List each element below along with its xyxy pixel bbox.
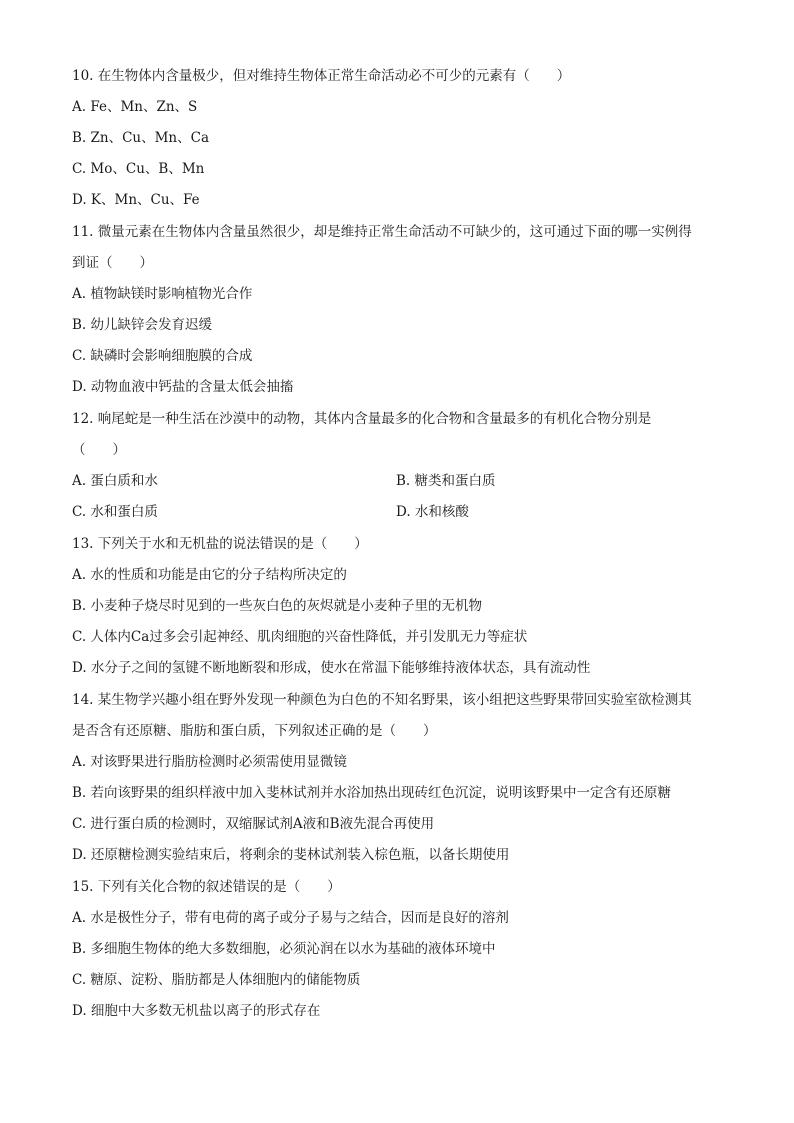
question-14-option-d: D. 还原糖检测实验结束后，将剩余的斐林试剂装入棕色瓶，以备长期使用: [72, 847, 510, 863]
question-15-option-a: A. 水是极性分子，带有电荷的离子或分子易与之结合，因而是良好的溶剂: [72, 910, 509, 926]
question-10-option-d: D. K、Mn、Cu、Fe: [72, 192, 200, 208]
question-11-option-d: D. 动物血液中钙盐的含量太低会抽搐: [72, 379, 294, 395]
question-11-stem-line-2: 到证（ ）: [72, 255, 153, 271]
question-13-option-b: B. 小麦种子烧尽时见到的一些灰白色的灰烬就是小麦种子里的无机物: [72, 598, 483, 614]
question-12-option-c: C. 水和蛋白质: [72, 504, 158, 520]
question-13-option-c: C. 人体内Ca过多会引起神经、肌肉细胞的兴奋性降低，并引发肌无力等症状: [72, 629, 528, 645]
question-14-stem-line-2: 是否含有还原糖、脂肪和蛋白质，下列叙述正确的是（ ）: [72, 723, 437, 739]
question-12-stem-line-1: 12. 响尾蛇是一种生活在沙漠中的动物，其体内含量最多的化合物和含量最多的有机化合物分别是: [72, 411, 652, 427]
question-11-option-c: C. 缺磷时会影响细胞膜的合成: [72, 348, 253, 364]
question-14-option-a: A. 对该野果进行脂肪检测时必须需使用显微镜: [72, 754, 347, 770]
question-12-option-b: B. 糖类和蛋白质: [396, 473, 496, 489]
question-12-option-a: A. 蛋白质和水: [72, 473, 158, 489]
question-15-option-b: B. 多细胞生物体的绝大多数细胞，必须沁润在以水为基础的液体环境中: [72, 941, 496, 957]
question-15-option-d: D. 细胞中大多数无机盐以离子的形式存在: [72, 1003, 321, 1019]
question-12-stem-line-2: （ ）: [72, 442, 126, 458]
question-13-option-d: D. 水分子之间的氢键不断地断裂和形成，使水在常温下能够维持液体状态，具有流动性: [72, 660, 591, 676]
question-10-option-c: C. Mo、Cu、B、Mn: [72, 161, 205, 177]
question-14-option-c: C. 进行蛋白质的检测时，双缩脲试剂A液和B液先混合再使用: [72, 816, 435, 832]
question-14-stem-line-1: 14. 某生物学兴趣小组在野外发现一种颜色为白色的不知名野果，该小组把这些野果带回实验室欲检测其: [72, 692, 692, 708]
question-10-stem: 10. 在生物体内含量极少，但对维持生物体正常生命活动必不可少的元素有（ ）: [72, 68, 571, 84]
question-13-option-a: A. 水的性质和功能是由它的分子结构所决定的: [72, 567, 347, 583]
question-15-option-c: C. 糖原、淀粉、脂肪都是人体细胞内的储能物质: [72, 972, 361, 988]
question-12-option-d: D. 水和核酸: [396, 504, 469, 520]
question-10-option-a: A. Fe、Mn、Zn、S: [72, 99, 198, 115]
question-10-option-b: B. Zn、Cu、Mn、Ca: [72, 130, 209, 146]
question-11-option-b: B. 幼儿缺锌会发育迟缓: [72, 317, 213, 333]
question-14-option-b: B. 若向该野果的组织样液中加入斐林试剂并水浴加热出现砖红色沉淀，说明该野果中一定含有还原糖: [72, 785, 672, 801]
question-11-option-a: A. 植物缺镁时影响植物光合作: [72, 286, 253, 302]
question-13-stem: 13. 下列关于水和无机盐的说法错误的是（ ）: [72, 536, 368, 552]
question-11-stem-line-1: 11. 微量元素在生物体内含量虽然很少，却是维持正常生命活动不可缺少的，这可通过下面的哪一实例得: [72, 224, 692, 240]
question-15-stem: 15. 下列有关化合物的叙述错误的是（ ）: [72, 879, 341, 895]
